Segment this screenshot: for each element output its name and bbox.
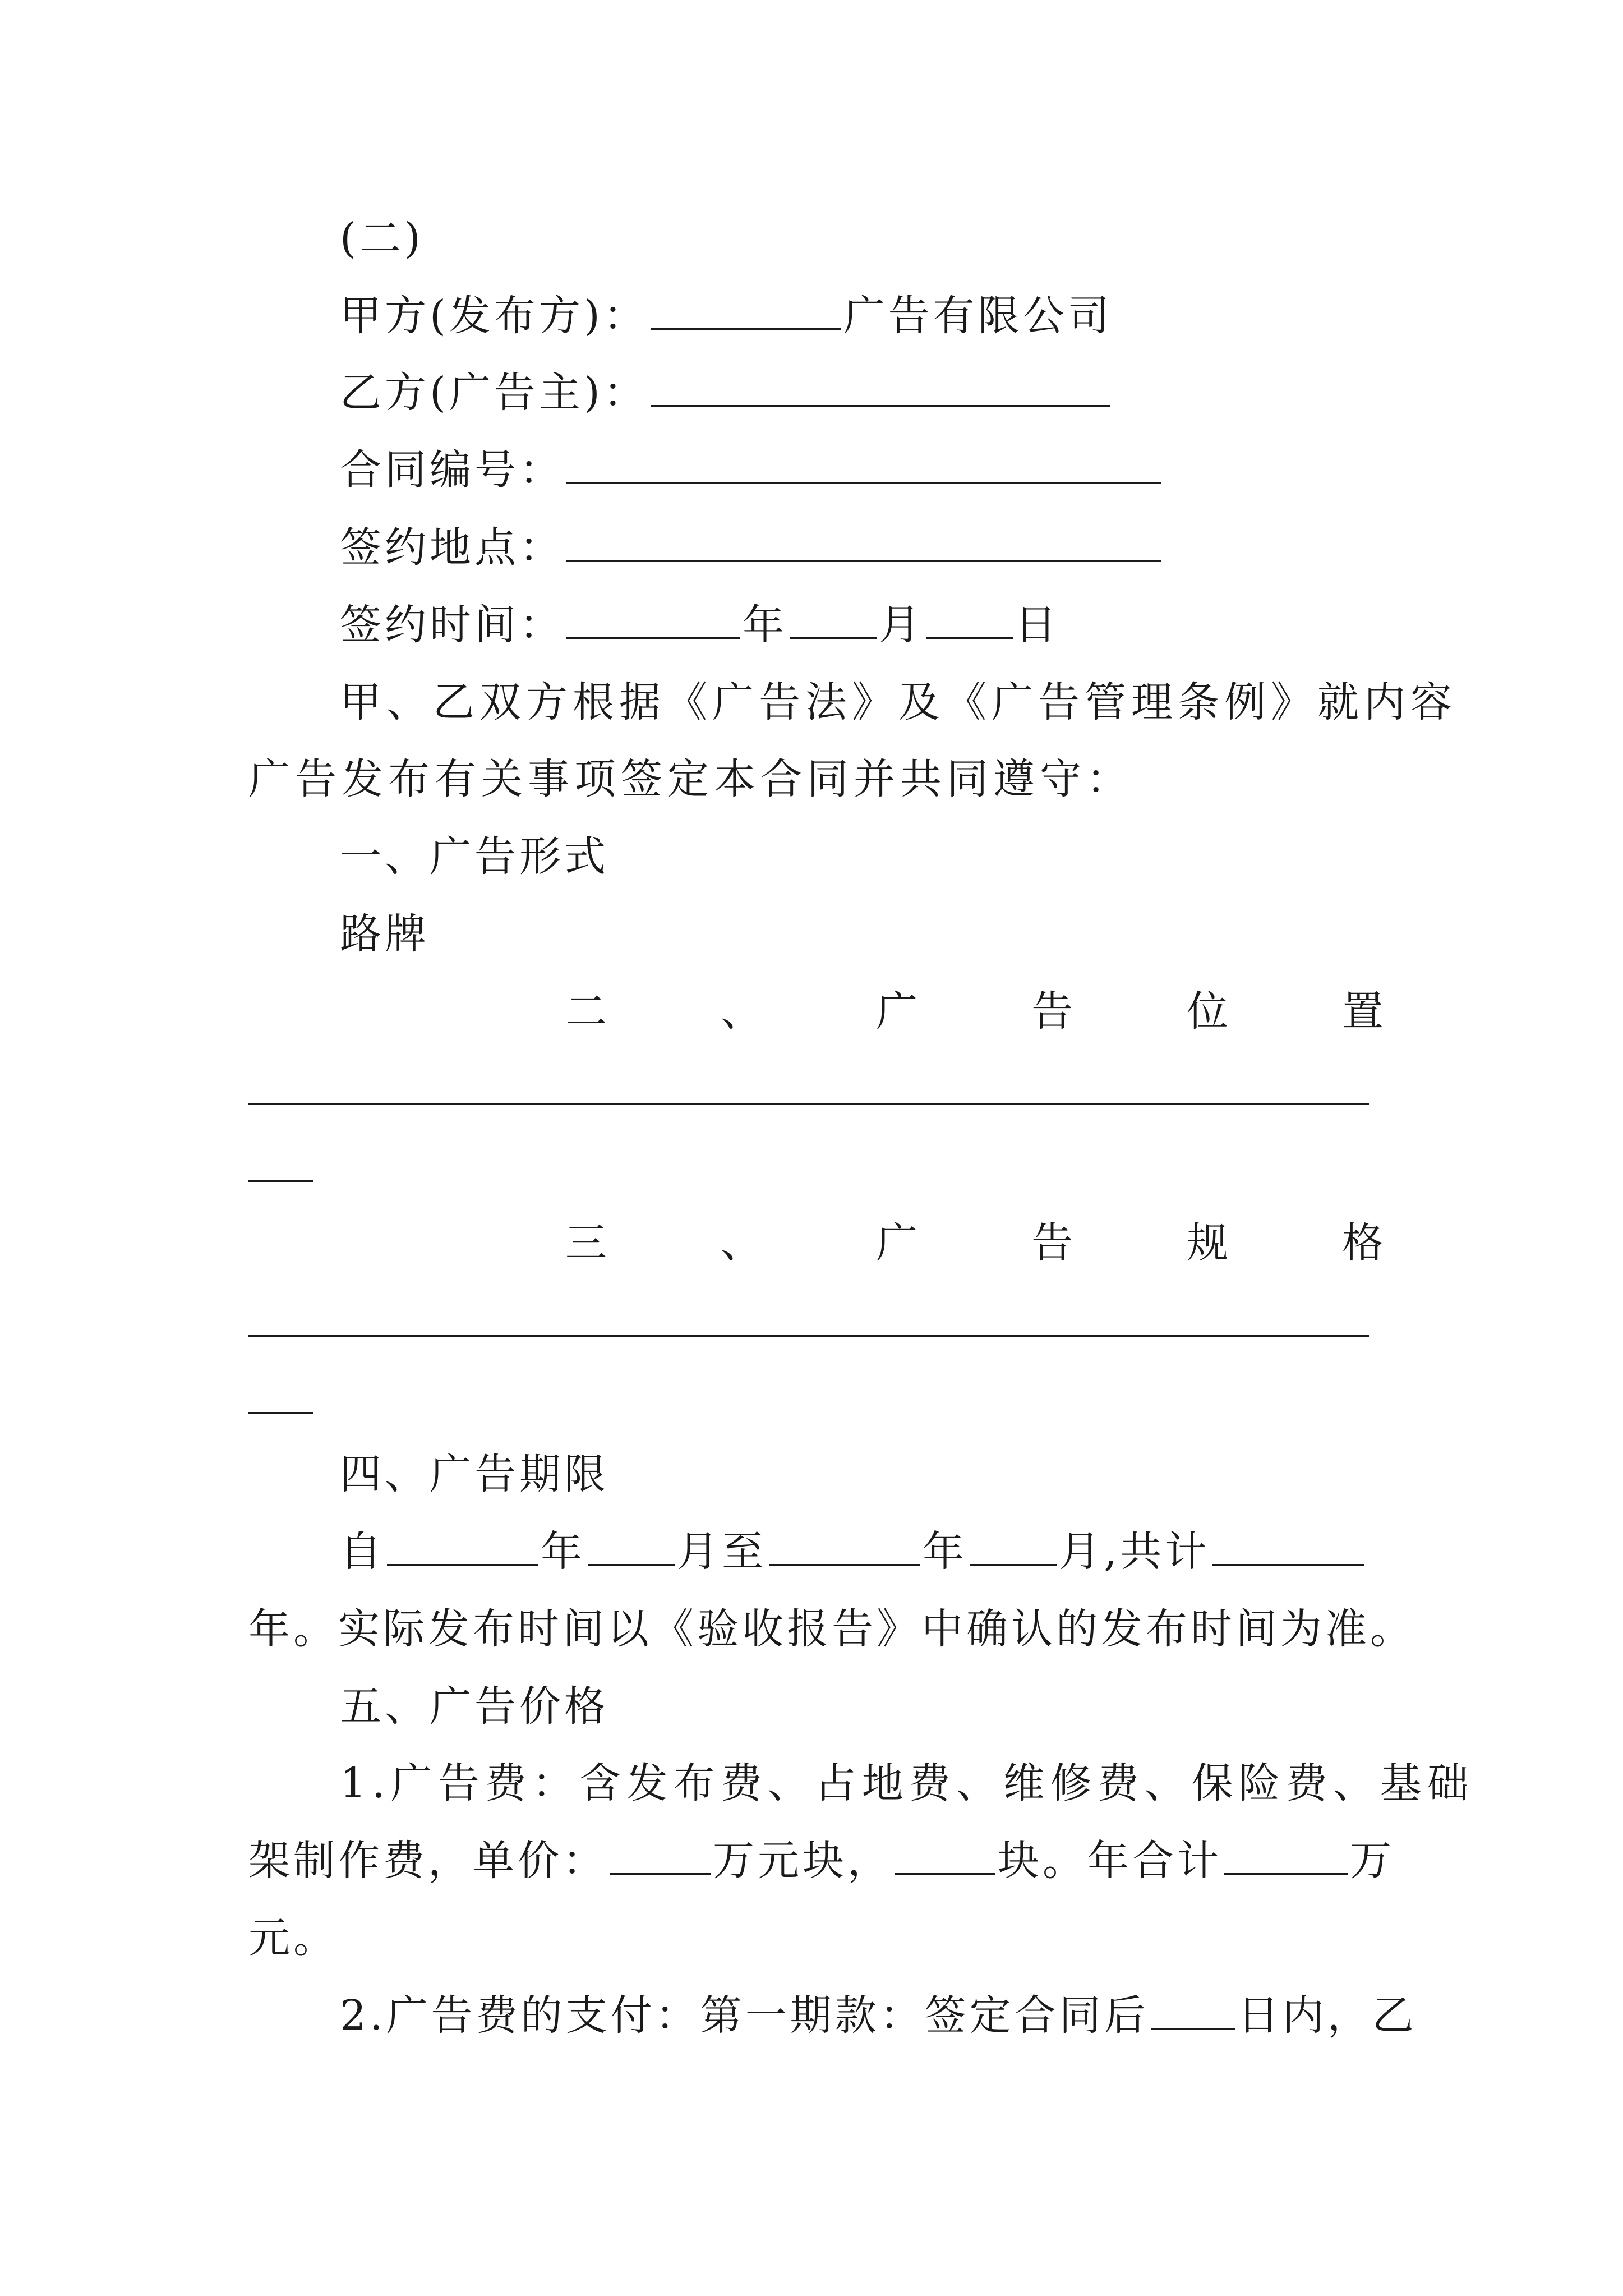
year-blank <box>566 637 740 639</box>
section-1-value: 路牌 <box>340 910 430 958</box>
fee-line-2: 架制作费，单价： 万元块， 块。年合计 万 <box>248 1837 1395 1885</box>
party-a-label: 甲方(发布方)： <box>340 292 648 340</box>
unit-price-blank <box>610 1872 711 1875</box>
section-2-blank-line <box>248 1103 1369 1105</box>
block-count-blank <box>895 1872 995 1875</box>
payment-line: 2.广告费的支付：第一期款：签定合同后 日内，乙 <box>340 1991 1417 2040</box>
party-b-row <box>340 359 1393 426</box>
section-4-title: 四、广告期限 <box>340 1450 609 1498</box>
section-3-title: 三 、 广 告 规 格 <box>565 1219 1387 1267</box>
total-years-blank <box>1212 1563 1364 1566</box>
month-blank <box>790 637 877 639</box>
party-b-label: 乙方(广告主)： <box>340 369 648 417</box>
section-3-blank-tail <box>248 1412 313 1414</box>
sign-place-label: 签约地点： <box>340 523 564 572</box>
section-2-title: 二 、 广 告 位 置 <box>565 987 1387 1036</box>
contract-no-blank <box>566 482 1161 484</box>
fee-line-1: 1.广告费：含发布费、占地费、维修费、保险费、基础 <box>340 1759 1474 1807</box>
period-line-2: 年。实际发布时间以《验收报告》中确认的发布时间为准。 <box>248 1605 1415 1653</box>
days-blank <box>1151 2027 1235 2030</box>
section-3-blank-line <box>248 1335 1369 1337</box>
from-month-blank <box>588 1563 675 1566</box>
contract-no-label: 合同编号： <box>340 446 564 494</box>
sign-place-blank <box>566 559 1161 562</box>
to-month-blank <box>970 1563 1057 1566</box>
annual-total-blank <box>1224 1872 1348 1875</box>
party-a-blank <box>651 328 841 330</box>
section-5-title: 五、广告价格 <box>340 1682 609 1731</box>
to-year-blank <box>769 1563 920 1566</box>
sign-time-row: 签约时间： 年 月 日 <box>340 601 1060 649</box>
period-line-1: 自 年 月至 年 月,共计 <box>340 1518 1393 1585</box>
day-blank <box>926 637 1013 639</box>
sign-place-row <box>340 514 1393 581</box>
section-2-blank-tail <box>248 1180 313 1182</box>
party-a-suffix: 广告有限公司 <box>843 292 1113 340</box>
intro-line-2: 广告发布有关事项签定本合同并共同遵守： <box>248 755 1133 803</box>
section-1-title: 一、广告形式 <box>340 832 609 881</box>
party-b-blank <box>651 404 1110 407</box>
contract-no-row <box>340 436 1393 504</box>
party-a-row <box>340 282 1393 349</box>
section-heading: (二) <box>340 214 424 263</box>
from-year-blank <box>387 1563 538 1566</box>
sign-time-label: 签约时间： <box>340 601 564 649</box>
fee-line-3: 元。 <box>248 1914 338 1962</box>
intro-line-1: 甲、乙双方根据《广告法》及《广告管理条例》就内容 <box>340 678 1457 726</box>
